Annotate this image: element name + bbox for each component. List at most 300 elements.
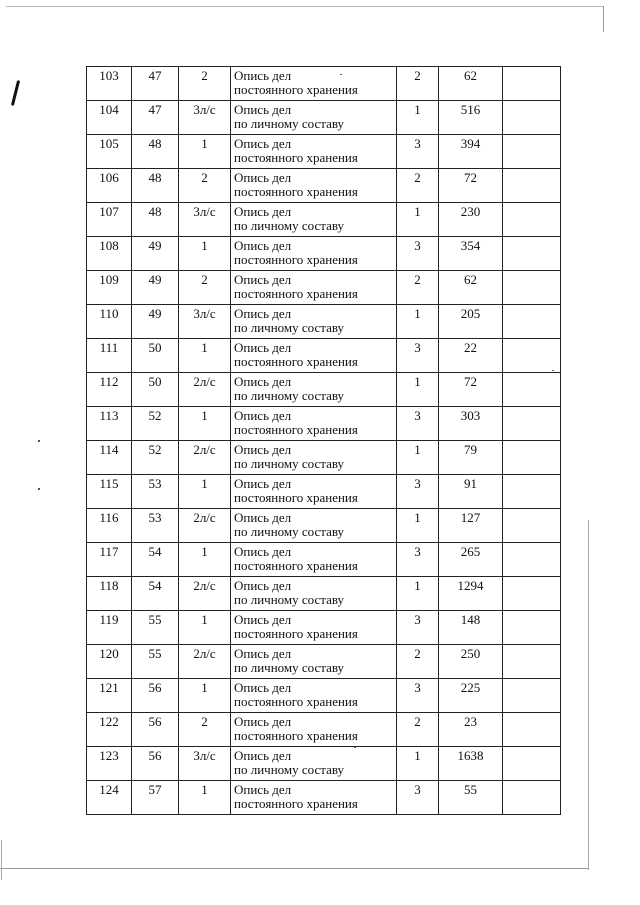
table-row — [87, 271, 561, 305]
inventory-cell — [179, 577, 231, 611]
title-line-1: Опись дел — [234, 442, 292, 457]
note-cell — [503, 135, 561, 169]
inventory-cell — [179, 475, 231, 509]
row-number-cell — [87, 577, 132, 611]
copies-count: 3 — [414, 544, 421, 559]
row-number-cell — [87, 441, 132, 475]
row-number-cell — [87, 305, 132, 339]
items-cell — [439, 543, 503, 577]
title-cell — [231, 577, 397, 611]
items-cell — [439, 611, 503, 645]
table-row — [87, 101, 561, 135]
title-line-1: Опись дел — [234, 102, 292, 117]
inventory-number: 2л/с — [193, 578, 216, 593]
inventory-cell — [179, 271, 231, 305]
inventory-cell — [179, 339, 231, 373]
title-line-2: постоянного хранения — [234, 728, 358, 743]
copies-count: 1 — [414, 306, 421, 321]
copies-cell — [397, 305, 439, 339]
inventory-cell — [179, 509, 231, 543]
copies-count: 1 — [414, 204, 421, 219]
items-count: 516 — [460, 102, 481, 117]
fund-number: 48 — [148, 170, 162, 185]
items-count: 394 — [460, 136, 481, 151]
title-line-1: Опись дел — [234, 612, 292, 627]
row-number-cell — [87, 781, 132, 815]
row-number: 122 — [99, 714, 119, 729]
title-cell — [231, 781, 397, 815]
fund-cell — [132, 475, 179, 509]
table-row — [87, 237, 561, 271]
row-number-cell — [87, 271, 132, 305]
fund-cell — [132, 373, 179, 407]
inventory-cell — [179, 169, 231, 203]
title-line-2: по личному составу — [234, 524, 345, 539]
copies-cell — [397, 339, 439, 373]
inventory-cell — [179, 747, 231, 781]
title-line-1: Опись дел — [234, 374, 292, 389]
inventory-number: 3л/с — [193, 306, 216, 321]
inventory-number: 1 — [201, 340, 208, 355]
inventory-cell — [179, 101, 231, 135]
row-number-cell — [87, 509, 132, 543]
table-row — [87, 713, 561, 747]
table-body — [87, 67, 561, 815]
inventory-number: 2л/с — [193, 646, 216, 661]
inventory-cell — [179, 407, 231, 441]
title-cell — [231, 509, 397, 543]
copies-cell — [397, 781, 439, 815]
copies-cell — [397, 135, 439, 169]
row-number: 117 — [99, 544, 119, 559]
note-cell — [503, 543, 561, 577]
title-line-1: Опись дел — [234, 272, 292, 287]
title-cell — [231, 611, 397, 645]
title-cell — [231, 373, 397, 407]
copies-count: 3 — [414, 680, 421, 695]
items-cell — [439, 679, 503, 713]
inventory-cell — [179, 135, 231, 169]
inventory-number: 1 — [201, 408, 208, 423]
copies-cell — [397, 713, 439, 747]
items-count: 1294 — [457, 578, 484, 593]
row-number: 113 — [99, 408, 119, 423]
inventory-cell — [179, 713, 231, 747]
copies-cell — [397, 611, 439, 645]
title-cell — [231, 305, 397, 339]
title-cell — [231, 271, 397, 305]
copies-cell — [397, 645, 439, 679]
note-cell — [503, 169, 561, 203]
title-line-2: постоянного хранения — [234, 252, 358, 267]
note-cell — [503, 747, 561, 781]
items-cell — [439, 169, 503, 203]
table-row — [87, 373, 561, 407]
row-number: 120 — [99, 646, 119, 661]
items-cell — [439, 407, 503, 441]
fund-number: 56 — [148, 680, 162, 695]
title-line-2: по личному составу — [234, 388, 345, 403]
fund-number: 56 — [148, 748, 162, 763]
table-row — [87, 577, 561, 611]
table-row — [87, 305, 561, 339]
title-line-1: Опись дел — [234, 204, 292, 219]
inventory-cell — [179, 679, 231, 713]
fund-cell — [132, 645, 179, 679]
title-line-1: Опись дел — [234, 170, 292, 185]
row-number: 103 — [99, 68, 119, 83]
inventory-number: 3л/с — [193, 748, 216, 763]
items-count: 205 — [460, 306, 481, 321]
copies-cell — [397, 373, 439, 407]
items-count: 23 — [464, 714, 477, 729]
row-number-cell — [87, 135, 132, 169]
inventory-number: 2 — [201, 68, 208, 83]
row-number: 105 — [99, 136, 119, 151]
copies-count: 1 — [414, 102, 421, 117]
items-count: 72 — [464, 374, 477, 389]
fund-cell — [132, 713, 179, 747]
scan-speck — [38, 440, 40, 442]
row-number-cell — [87, 475, 132, 509]
title-line-1: Опись дел — [234, 680, 292, 695]
copies-count: 2 — [414, 646, 421, 661]
note-cell — [503, 271, 561, 305]
fund-number: 49 — [148, 306, 162, 321]
fund-number: 48 — [148, 204, 162, 219]
row-number-cell — [87, 713, 132, 747]
copies-count: 2 — [414, 272, 421, 287]
title-line-1: Опись дел — [234, 714, 292, 729]
items-cell — [439, 373, 503, 407]
title-line-1: Опись дел — [234, 408, 292, 423]
table-row — [87, 441, 561, 475]
title-line-2: постоянного хранения — [234, 184, 358, 199]
items-count: 79 — [464, 442, 477, 457]
inventory-cell — [179, 441, 231, 475]
fund-cell — [132, 407, 179, 441]
items-cell — [439, 203, 503, 237]
title-line-2: постоянного хранения — [234, 626, 358, 641]
items-count: 91 — [464, 476, 477, 491]
table-row — [87, 645, 561, 679]
fund-number: 54 — [148, 578, 162, 593]
copies-count: 2 — [414, 714, 421, 729]
table-row — [87, 203, 561, 237]
row-number-cell — [87, 101, 132, 135]
title-line-2: постоянного хранения — [234, 150, 358, 165]
title-line-2: постоянного хранения — [234, 490, 358, 505]
items-count: 62 — [464, 68, 477, 83]
inventory-number: 1 — [201, 136, 208, 151]
items-count: 303 — [460, 408, 481, 423]
row-number-cell — [87, 203, 132, 237]
fund-number: 52 — [148, 408, 162, 423]
fund-number: 55 — [148, 612, 162, 627]
note-cell — [503, 101, 561, 135]
table-row — [87, 781, 561, 815]
copies-cell — [397, 475, 439, 509]
fund-number: 54 — [148, 544, 162, 559]
fund-number: 50 — [148, 340, 162, 355]
note-cell — [503, 645, 561, 679]
row-number: 108 — [99, 238, 119, 253]
copies-count: 3 — [414, 340, 421, 355]
items-cell — [439, 305, 503, 339]
copies-count: 1 — [414, 748, 421, 763]
copies-count: 3 — [414, 782, 421, 797]
fund-cell — [132, 203, 179, 237]
row-number-cell — [87, 373, 132, 407]
items-count: 354 — [460, 238, 481, 253]
title-line-2: постоянного хранения — [234, 422, 358, 437]
row-number: 124 — [99, 782, 119, 797]
copies-count: 1 — [414, 578, 421, 593]
items-count: 1638 — [457, 748, 484, 763]
title-cell — [231, 645, 397, 679]
row-number-cell — [87, 611, 132, 645]
title-line-2: по личному составу — [234, 218, 345, 233]
row-number: 118 — [99, 578, 119, 593]
scan-speck — [38, 488, 40, 490]
items-cell — [439, 101, 503, 135]
copies-cell — [397, 441, 439, 475]
title-line-2: постоянного хранения — [234, 82, 358, 97]
inventory-number: 1 — [201, 612, 208, 627]
inventory-cell — [179, 543, 231, 577]
inventory-number: 2л/с — [193, 510, 216, 525]
title-cell — [231, 101, 397, 135]
fund-number: 49 — [148, 238, 162, 253]
scan-edge-right-lower — [588, 520, 589, 870]
row-number: 109 — [99, 272, 119, 287]
copies-count: 3 — [414, 476, 421, 491]
fund-number: 50 — [148, 374, 162, 389]
scan-edge-bottom — [0, 868, 588, 869]
row-number-cell — [87, 747, 132, 781]
inventory-cell — [179, 305, 231, 339]
items-cell — [439, 475, 503, 509]
table-row — [87, 339, 561, 373]
row-number-cell — [87, 169, 132, 203]
copies-count: 2 — [414, 170, 421, 185]
fund-cell — [132, 101, 179, 135]
items-count: 250 — [460, 646, 481, 661]
scan-edge-left — [1, 840, 2, 880]
copies-count: 2 — [414, 68, 421, 83]
title-cell — [231, 339, 397, 373]
fund-number: 47 — [148, 68, 162, 83]
title-cell — [231, 67, 397, 101]
title-cell — [231, 475, 397, 509]
inventory-number: 3л/с — [193, 102, 216, 117]
inventory-cell — [179, 611, 231, 645]
title-line-1: Опись дел — [234, 578, 292, 593]
scan-edge-top — [6, 6, 604, 7]
copies-cell — [397, 169, 439, 203]
inventory-cell — [179, 373, 231, 407]
row-number: 115 — [99, 476, 119, 491]
title-cell — [231, 713, 397, 747]
copies-cell — [397, 509, 439, 543]
fund-cell — [132, 271, 179, 305]
inventory-number: 1 — [201, 238, 208, 253]
row-number: 121 — [99, 680, 119, 695]
table-row — [87, 475, 561, 509]
copies-cell — [397, 203, 439, 237]
row-number: 112 — [99, 374, 119, 389]
inventory-number: 1 — [201, 782, 208, 797]
inventory-number: 1 — [201, 680, 208, 695]
title-cell — [231, 135, 397, 169]
row-number: 116 — [99, 510, 119, 525]
row-number: 104 — [99, 102, 119, 117]
copies-count: 1 — [414, 374, 421, 389]
note-cell — [503, 237, 561, 271]
note-cell — [503, 679, 561, 713]
items-count: 127 — [460, 510, 481, 525]
items-cell — [439, 645, 503, 679]
row-number: 106 — [99, 170, 119, 185]
row-number: 110 — [99, 306, 119, 321]
fund-cell — [132, 169, 179, 203]
note-cell — [503, 781, 561, 815]
row-number: 107 — [99, 204, 119, 219]
inventory-cell — [179, 67, 231, 101]
table-row — [87, 509, 561, 543]
note-cell — [503, 441, 561, 475]
row-number: 111 — [99, 340, 119, 355]
fund-cell — [132, 509, 179, 543]
fund-cell — [132, 781, 179, 815]
fund-cell — [132, 747, 179, 781]
title-cell — [231, 169, 397, 203]
note-cell — [503, 509, 561, 543]
title-line-1: Опись дел — [234, 476, 292, 491]
inventory-number: 2 — [201, 272, 208, 287]
title-line-1: Опись дел — [234, 238, 292, 253]
title-line-2: по личному составу — [234, 762, 345, 777]
title-line-2: по личному составу — [234, 660, 345, 675]
copies-cell — [397, 101, 439, 135]
copies-cell — [397, 577, 439, 611]
copies-cell — [397, 271, 439, 305]
items-cell — [439, 509, 503, 543]
fund-number: 48 — [148, 136, 162, 151]
row-number: 123 — [99, 748, 119, 763]
row-number-cell — [87, 645, 132, 679]
copies-cell — [397, 747, 439, 781]
title-line-2: по личному составу — [234, 592, 345, 607]
row-number-cell — [87, 679, 132, 713]
inventory-number: 2 — [201, 170, 208, 185]
copies-count: 1 — [414, 510, 421, 525]
fund-number: 55 — [148, 646, 162, 661]
table-row — [87, 611, 561, 645]
items-cell — [439, 339, 503, 373]
items-cell — [439, 713, 503, 747]
items-cell — [439, 781, 503, 815]
title-cell — [231, 543, 397, 577]
title-line-2: по личному составу — [234, 116, 345, 131]
row-number-cell — [87, 407, 132, 441]
scan-edge-right — [603, 6, 604, 32]
title-line-1: Опись дел — [234, 544, 292, 559]
items-count: 230 — [460, 204, 481, 219]
title-line-2: по личному составу — [234, 320, 345, 335]
title-line-2: постоянного хранения — [234, 694, 358, 709]
copies-cell — [397, 543, 439, 577]
items-count: 55 — [464, 782, 477, 797]
fund-number: 47 — [148, 102, 162, 117]
note-cell — [503, 373, 561, 407]
table-row — [87, 747, 561, 781]
row-number: 119 — [99, 612, 119, 627]
title-line-2: постоянного хранения — [234, 796, 358, 811]
title-cell — [231, 203, 397, 237]
inventory-cell — [179, 645, 231, 679]
copies-count: 1 — [414, 442, 421, 457]
fund-cell — [132, 339, 179, 373]
inventory-number: 3л/с — [193, 204, 216, 219]
items-cell — [439, 135, 503, 169]
title-line-2: постоянного хранения — [234, 558, 358, 573]
fund-cell — [132, 67, 179, 101]
note-cell — [503, 67, 561, 101]
row-number: 114 — [99, 442, 119, 457]
items-count: 148 — [460, 612, 481, 627]
title-line-2: постоянного хранения — [234, 286, 358, 301]
title-cell — [231, 679, 397, 713]
note-cell — [503, 577, 561, 611]
title-line-1: Опись дел — [234, 68, 292, 83]
fund-cell — [132, 543, 179, 577]
items-cell — [439, 747, 503, 781]
items-cell — [439, 441, 503, 475]
items-count: 22 — [464, 340, 477, 355]
fund-cell — [132, 135, 179, 169]
note-cell — [503, 713, 561, 747]
items-count: 72 — [464, 170, 477, 185]
title-line-1: Опись дел — [234, 340, 292, 355]
inventory-number: 2л/с — [193, 374, 216, 389]
copies-count: 3 — [414, 238, 421, 253]
inventory-cell — [179, 237, 231, 271]
note-cell — [503, 305, 561, 339]
row-number-cell — [87, 339, 132, 373]
title-line-1: Опись дел — [234, 646, 292, 661]
table-row — [87, 135, 561, 169]
table-row — [87, 169, 561, 203]
copies-cell — [397, 67, 439, 101]
copies-count: 3 — [414, 408, 421, 423]
copies-cell — [397, 407, 439, 441]
items-cell — [439, 67, 503, 101]
note-cell — [503, 611, 561, 645]
title-line-1: Опись дел — [234, 306, 292, 321]
fund-cell — [132, 305, 179, 339]
title-cell — [231, 237, 397, 271]
title-line-1: Опись дел — [234, 510, 292, 525]
fund-cell — [132, 611, 179, 645]
row-number-cell — [87, 543, 132, 577]
inventory-cell — [179, 781, 231, 815]
inventory-number: 1 — [201, 476, 208, 491]
items-count: 265 — [460, 544, 481, 559]
title-line-2: по личному составу — [234, 456, 345, 471]
note-cell — [503, 203, 561, 237]
fund-number: 57 — [148, 782, 162, 797]
